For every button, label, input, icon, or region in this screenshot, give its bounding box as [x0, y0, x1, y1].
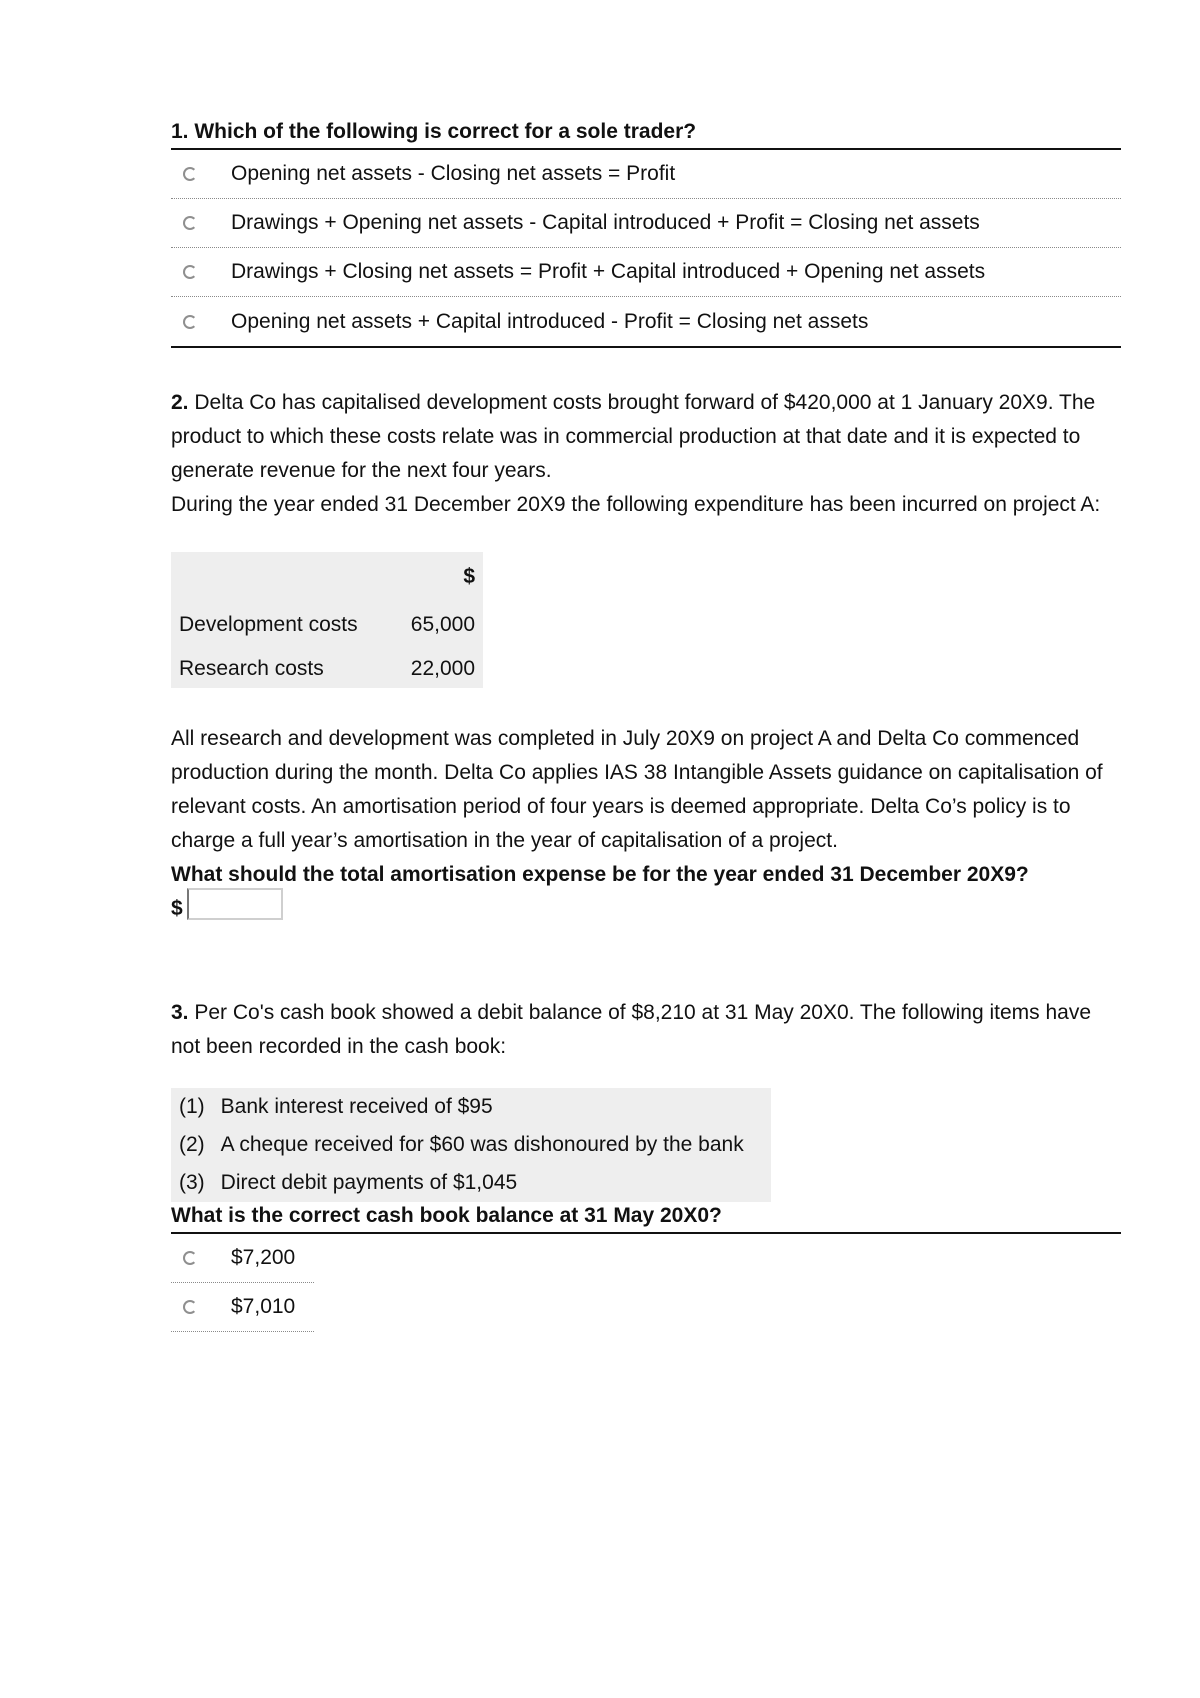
item-text: Direct debit payments of $1,045	[220, 1171, 518, 1194]
radio-button[interactable]	[183, 167, 197, 181]
answer-row	[171, 892, 1121, 926]
currency-header: $	[463, 565, 475, 588]
question-1-title: 1. Which of the following is correct for a sole trader?	[171, 118, 1121, 150]
question-2-prompt: What should the total amortisation expense be for the year ended 31 December 20X9?	[171, 863, 1029, 886]
table-row	[171, 1164, 771, 1202]
row-amount: 65,000	[410, 613, 475, 636]
content	[171, 118, 1121, 1332]
table-row	[171, 1088, 771, 1126]
question-2-intro-text: Delta Co has capitalised development costs brought forward of $420,000 at 1 January 20X9. The product to which these costs relate was in commercial production at that date and it is expected to generate revenue for the next four years.	[171, 391, 1096, 482]
item-marker: (1)	[179, 1095, 205, 1118]
question-2-body: All research and development was completed in July 20X9 on project A and Delta Co commenced production during the month. Delta Co applies IAS 38 Intangible Assets guidance on capitalisation of relevant costs. An amortisation period of four years is deemed appropriate. Delta Co’s policy is to charge a full year’s amortisation in the year of capitalisation of a project.	[171, 727, 1103, 852]
item-text: Bank interest received of $95	[220, 1095, 493, 1118]
option-label: $7,200	[231, 1246, 296, 1269]
radio-button[interactable]	[183, 315, 197, 329]
question-2	[171, 386, 1121, 926]
question-number: 2.	[171, 391, 189, 414]
row-label: Research costs	[179, 657, 324, 680]
question-2-intro2: During the year ended 31 December 20X9 the following expenditure has been incurred on project A:	[171, 493, 1101, 516]
question-number: 3.	[171, 1001, 189, 1024]
option-row[interactable]	[171, 297, 1121, 346]
question-3-intro-text: Per Co's cash book showed a debit balance of $8,210 at 31 May 20X0. The following items have not been recorded in the cash book:	[171, 1001, 1092, 1058]
amortisation-answer-input[interactable]	[187, 888, 283, 920]
question-1-options	[171, 150, 1121, 348]
option-row[interactable]	[171, 1234, 314, 1283]
question-3-options	[171, 1234, 1121, 1332]
row-label: Development costs	[179, 613, 358, 636]
option-label: $7,010	[231, 1295, 296, 1318]
unrecorded-items-table	[171, 1088, 771, 1202]
question-2-intro	[171, 386, 1121, 488]
table-header-row	[171, 552, 483, 596]
radio-button[interactable]	[183, 265, 197, 279]
answer-prefix: $	[171, 897, 183, 920]
row-amount: 22,000	[410, 657, 475, 680]
question-3-intro	[171, 996, 1121, 1064]
expenditure-table	[171, 552, 483, 688]
option-label: Opening net assets - Closing net assets = Profit	[231, 162, 676, 185]
option-label: Drawings + Closing net assets = Profit + Capital introduced + Opening net assets	[231, 260, 986, 283]
option-label: Drawings + Opening net assets - Capital introduced + Profit = Closing net assets	[231, 211, 980, 234]
question-3-prompt: What is the correct cash book balance at 31 May 20X0?	[171, 1202, 1121, 1234]
option-label: Opening net assets + Capital introduced - Profit = Closing net assets	[231, 309, 869, 333]
item-marker: (3)	[179, 1171, 205, 1194]
item-marker: (2)	[179, 1133, 205, 1156]
option-row[interactable]	[171, 248, 1121, 297]
option-row[interactable]	[171, 199, 1121, 248]
radio-button[interactable]	[183, 1251, 197, 1265]
question-3	[171, 996, 1121, 1332]
table-row	[171, 644, 483, 688]
table-row	[171, 1126, 771, 1164]
table-row	[171, 596, 483, 644]
option-row[interactable]	[171, 150, 1121, 199]
question-1	[171, 118, 1121, 348]
radio-button[interactable]	[183, 216, 197, 230]
radio-button[interactable]	[183, 1300, 197, 1314]
option-row[interactable]	[171, 1283, 314, 1332]
item-text: A cheque received for $60 was dishonoured by the bank	[220, 1133, 744, 1156]
